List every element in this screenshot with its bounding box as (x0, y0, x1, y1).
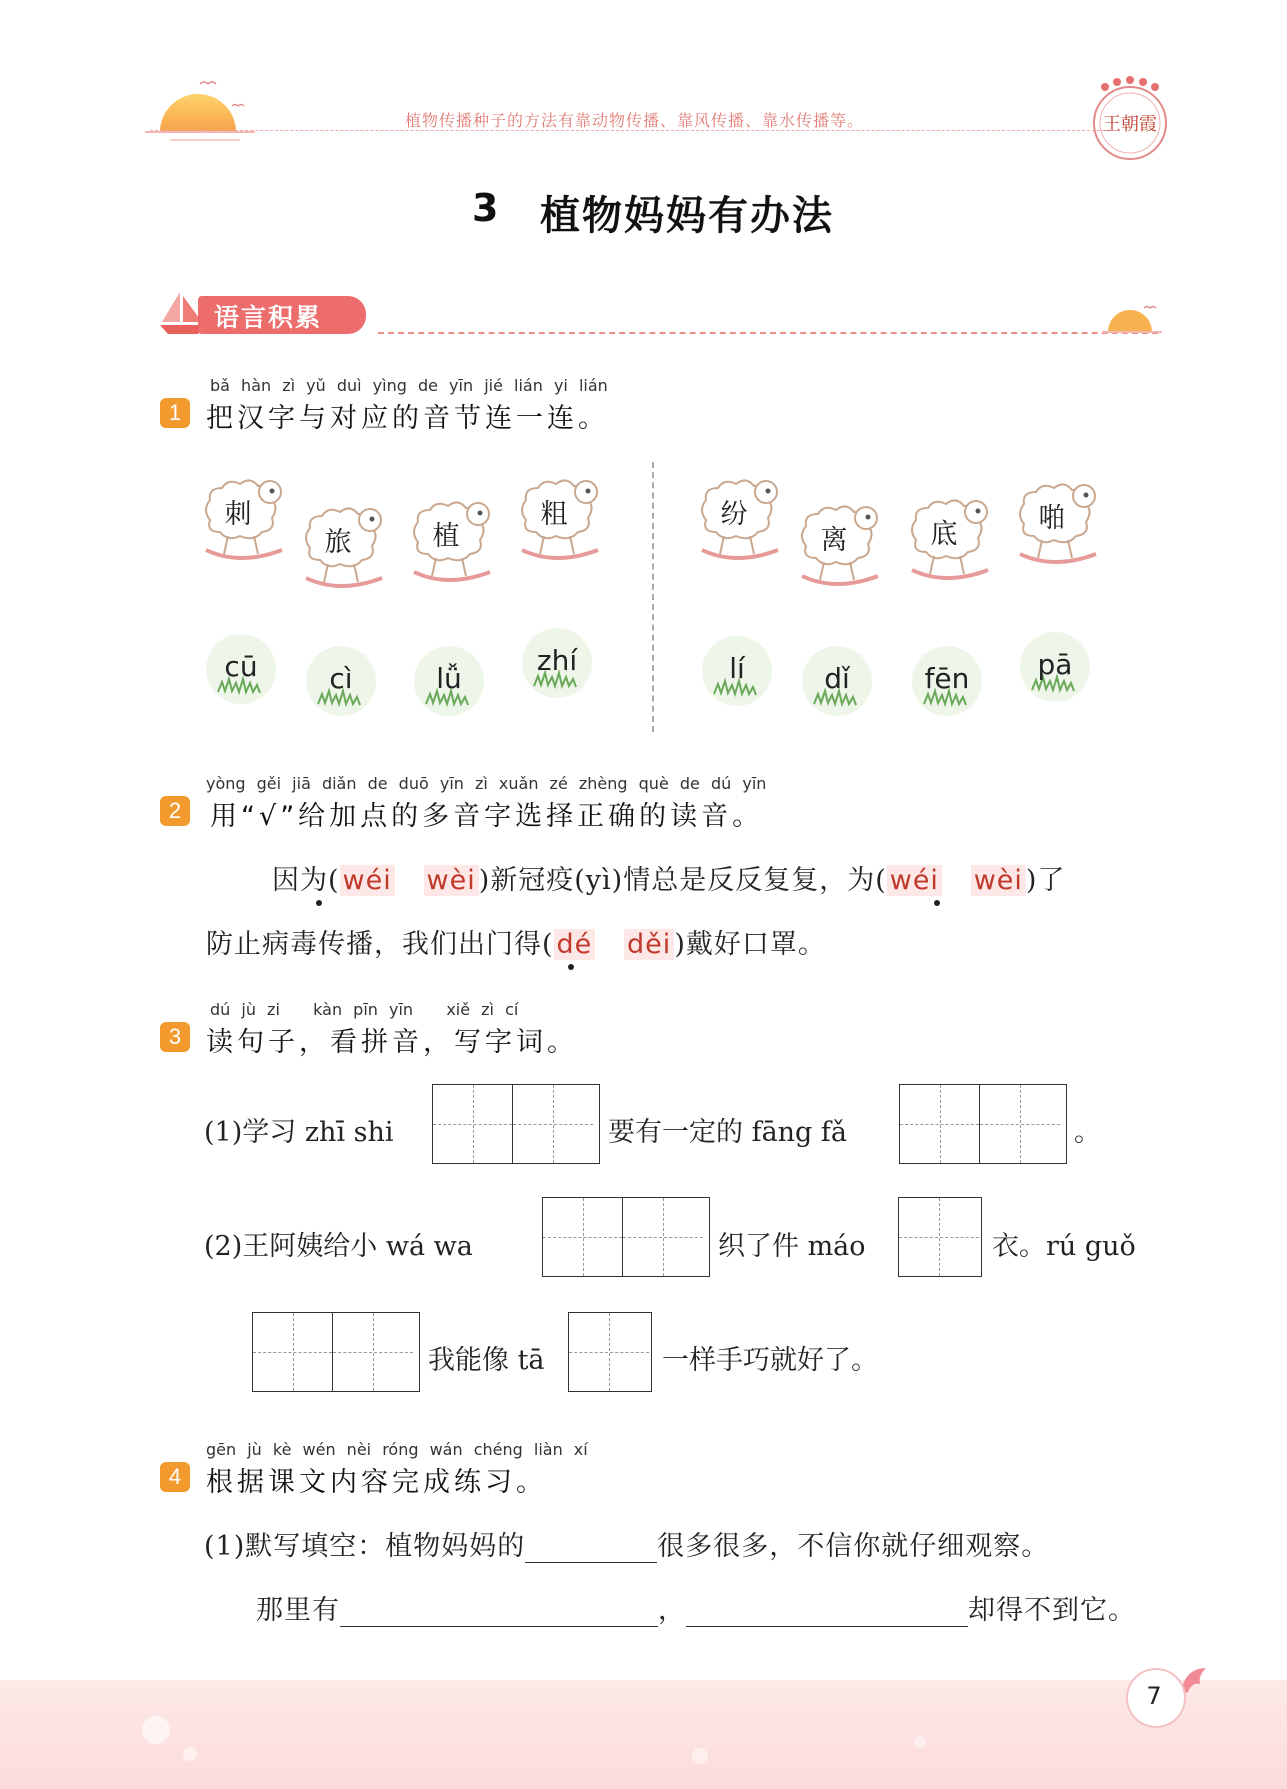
q2-option-2b[interactable]: wèi (971, 865, 1026, 896)
teacher-seal-text: 王朝霞 (1103, 114, 1157, 135)
q2-text-2a: 防止病毒传播，我们出门得( (206, 929, 554, 960)
q2-line-2 (206, 922, 826, 961)
q3-box-fangfa[interactable] (899, 1084, 1067, 1164)
q1-char-card-right-1-label: 离 (820, 525, 848, 556)
q1-char-card-right-0-label: 纷 (720, 499, 748, 530)
q3-number: 3 (160, 1022, 190, 1052)
q1-char-card-left-1-label: 旅 (324, 527, 352, 558)
q1-pinyin-bubble-left-1-label: cì (329, 662, 353, 695)
q1-pinyin-bubble-right-0[interactable] (700, 634, 774, 708)
q1-char-card-right-3[interactable] (1014, 474, 1102, 574)
q1-char-card-left-1[interactable] (300, 498, 388, 598)
q3-instruction: 读句子，看拼音，写字词。 (206, 1027, 578, 1058)
sun-decoration (140, 70, 260, 150)
q1-pinyin-bubble-right-1[interactable] (800, 644, 874, 718)
q4-line-1 (204, 1524, 1049, 1563)
q1-pinyin-bubble-right-2-label: fēn (924, 662, 970, 695)
q2-option-3a[interactable]: dé (554, 929, 596, 960)
q4-instruction: 根据课文内容完成练习。 (206, 1467, 547, 1498)
q1-char-card-left-2-label: 植 (432, 521, 460, 552)
q4-blank-3[interactable] (686, 1596, 968, 1627)
q1-pinyin-bubble-left-3[interactable] (520, 626, 594, 700)
q1-pinyin-bubble-left-1[interactable] (304, 644, 378, 718)
q1-char-card-left-3-label: 粗 (540, 499, 568, 530)
q2-number: 2 (160, 796, 190, 826)
q4-text-2b: ， (658, 1595, 686, 1626)
q2-line-1 (272, 858, 1065, 897)
q1-instruction: 把汉字与对应的音节连一连。 (206, 403, 609, 434)
q2-text-1b: )新冠疫(yì)情总是反反复复，为( (478, 865, 887, 896)
q1-number: 1 (160, 398, 190, 428)
q3-s1-text-c: 。 (1074, 1117, 1101, 1148)
q3-s1-text-a: (1)学习 zhī shi (204, 1117, 394, 1148)
q4-text-2a: 那里有 (256, 1595, 340, 1626)
q1-char-card-left-3[interactable] (516, 470, 604, 570)
q4-text-1a: (1)默写填空：植物妈妈的 (204, 1531, 526, 1562)
q2-option-2a[interactable]: wéi (887, 865, 942, 896)
q3-s3-text-c: 一样手巧就好了。 (662, 1345, 878, 1376)
q3-s2-text-a: (2)王阿姨给小 wá wa (204, 1231, 473, 1262)
q1-pinyin-bubble-left-0[interactable] (204, 632, 278, 706)
q3-box-wawa[interactable] (542, 1197, 710, 1277)
section-label: 语言积累 (214, 303, 323, 332)
q3-box-zhishi[interactable] (432, 1084, 600, 1164)
q1-pinyin-bubble-left-0-label: cū (224, 650, 258, 683)
q4-text-1b: 很多很多，不信你就仔细观察。 (657, 1531, 1050, 1562)
q1-char-card-right-2[interactable] (906, 490, 994, 590)
q1-pinyin-bubble-right-2[interactable] (910, 644, 984, 718)
q1-pinyin-bubble-right-1-label: dǐ (824, 662, 850, 695)
section-divider (378, 332, 1158, 334)
q2-emphasis-dot-3 (568, 964, 574, 970)
page-title: 植物妈妈有办法 (540, 193, 834, 239)
q3-s1-text-b: 要有一定的 fāng fǎ (608, 1117, 848, 1148)
q3-box-ta[interactable] (568, 1312, 652, 1392)
q1-char-card-left-0[interactable] (200, 470, 288, 570)
q2-emphasis-dot-2 (934, 900, 940, 906)
small-sun-icon (1100, 302, 1164, 344)
q3-pinyin: dú jù zi kàn pīn yīn xiě zì cí (210, 1000, 519, 1019)
q1-char-card-left-0-label: 刺 (224, 499, 252, 530)
q1-divider (652, 462, 654, 732)
q2-option-1a[interactable]: wéi (340, 865, 395, 896)
q1-char-card-right-0[interactable] (696, 470, 784, 570)
q1-pinyin-bubble-right-3[interactable] (1018, 630, 1092, 704)
q2-instruction: 用“√”给加点的多音字选择正确的读音。 (210, 801, 764, 832)
q1-char-card-left-2[interactable] (408, 492, 496, 592)
q1-char-card-right-1[interactable] (796, 496, 884, 596)
lesson-number: 3 (472, 186, 499, 230)
q1-pinyin-bubble-left-2[interactable] (412, 644, 486, 718)
q4-number: 4 (160, 1462, 190, 1492)
q2-text-1a: 因为( (272, 865, 340, 896)
q1-pinyin: bǎ hàn zì yǔ duì yìng de yīn jié lián yi lián (210, 376, 608, 395)
q1-char-card-right-3-label: 啪 (1038, 503, 1066, 534)
q4-pinyin: gēn jù kè wén nèi róng wán chéng liàn xí (206, 1440, 588, 1459)
bubbles-decoration (100, 1690, 1000, 1780)
q4-text-2c: 却得不到它。 (968, 1595, 1136, 1626)
q1-pinyin-bubble-left-3-label: zhí (536, 644, 578, 677)
q2-pinyin: yòng gěi jiā diǎn de duō yīn zì xuǎn zé zhèng què de dú yīn (206, 774, 767, 793)
q2-option-3b[interactable]: děi (624, 929, 674, 960)
q1-char-card-right-2-label: 底 (930, 519, 958, 550)
q1-pinyin-bubble-right-3-label: pā (1037, 648, 1073, 681)
q2-emphasis-dot-1 (316, 900, 322, 906)
q4-blank-1[interactable] (525, 1532, 657, 1563)
q4-line-2 (256, 1588, 1136, 1627)
q1-pinyin-bubble-left-2-label: lǚ (436, 662, 462, 695)
q2-option-1b[interactable]: wèi (424, 865, 479, 896)
q2-text-1c: )了 (1025, 865, 1066, 896)
q4-blank-2[interactable] (340, 1596, 658, 1627)
q3-s2-text-c: 衣。rú guǒ (992, 1231, 1136, 1262)
q1-pinyin-bubble-right-0-label: lí (729, 652, 745, 685)
q3-s3-text-b: 我能像 tā (428, 1345, 545, 1376)
q3-box-mao[interactable] (898, 1197, 982, 1277)
page-number: 7 (1146, 1682, 1162, 1710)
q3-s2-text-b: 织了件 máo (718, 1231, 866, 1262)
q3-box-ruguo[interactable] (252, 1312, 420, 1392)
q2-text-2b: )戴好口罩。 (674, 929, 826, 960)
header-tip: 植物传播种子的方法有靠动物传播、靠风传播、靠水传播等。 (405, 111, 865, 130)
